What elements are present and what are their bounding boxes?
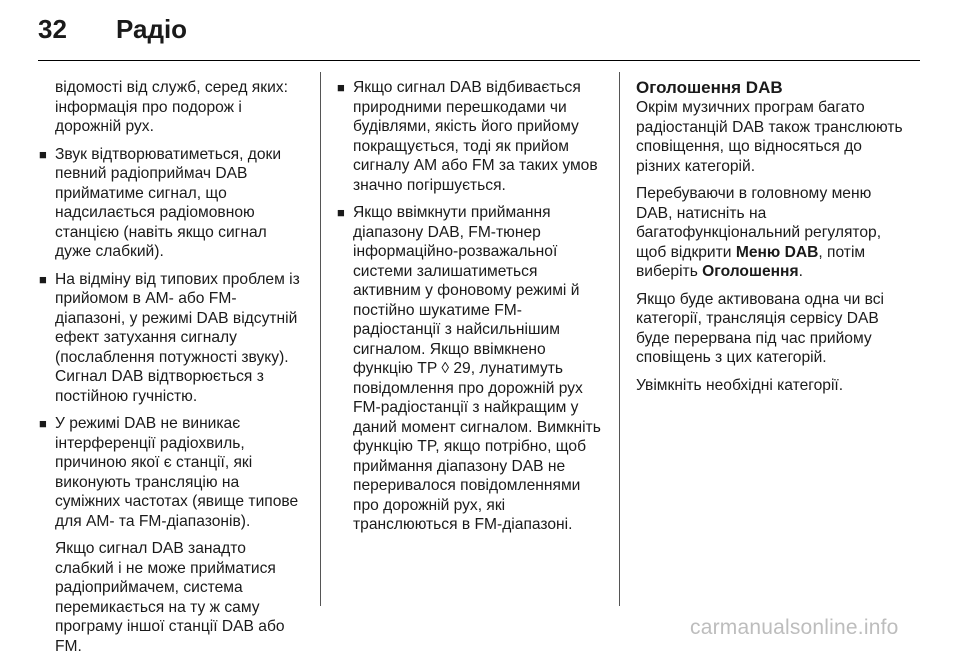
list-item (38, 145, 306, 262)
column-divider (320, 72, 321, 606)
section-title: Радіо (116, 14, 188, 44)
list-item-text: На відміну від типових проблем із прийомом в AM- або FM-діапазоні, у режимі DAB відсутній ефект затухання сигналу (послаблення потужності звуку). Сигнал DAB відтворюється з постійною гучністю. (55, 270, 300, 405)
list-item (336, 203, 606, 535)
bullet-icon: ■ (337, 80, 345, 95)
column-1 (38, 78, 306, 664)
list-item (38, 414, 306, 531)
bullet-icon: ■ (39, 271, 47, 287)
paragraph-text: . (798, 263, 803, 280)
paragraph-text: , потім виберіть (636, 243, 866, 280)
column-2 (336, 78, 606, 543)
bullet-list (336, 78, 606, 535)
watermark: carmanualsonline.info (690, 616, 899, 639)
paragraph: Якщо буде активована одна чи всі категорії, трансляція сервісу DAB буде перервана під час прийому сповіщень з цих категорій. (636, 290, 884, 366)
column-divider (619, 72, 620, 606)
section-heading: Оголошення DAB (636, 78, 783, 97)
paragraph (636, 184, 906, 282)
header-rule (38, 60, 920, 61)
page-reference-icon: ◊ (441, 360, 450, 377)
paragraph-text: Перебуваючи в головному меню DAB, натисніть на багатофункціональний регулятор, щоб відкрити (636, 185, 882, 261)
list-item-text: Звук відтворюватиметься, доки певний радіоприймач DAB прийматиме сигнал, що надсилається радіомовною станцією (навіть якщо сигнал дуже слабкий). (55, 145, 282, 260)
bullet-icon: ■ (39, 416, 47, 431)
page-number: 32 (38, 14, 67, 44)
bullet-icon: ■ (337, 205, 345, 220)
fallback-paragraph: Якщо сигнал DAB занадто слабкий і не може прийматися радіоприймачем, система перемикається на ту ж саму програму іншої станції DAB або FM. (55, 540, 285, 655)
list-item-text-continued: , лунатимуть повідомлення про дорожній рух FM-радіостанції з найкращим у даний момент сигналом. Вимкніть функцію TP, якщо потрібно, щоб приймання діапазону DAB не переривалося повідомленнями про дорожній рух, які транслюються в FM-діапазоні. (353, 360, 601, 533)
list-item-text: У режимі DAB не виникає інтерференції радіохвиль, причиною якої є станції, які виконують трансляцію на суміжних частотах (явище типове для AM- та FM-діапазонів). (55, 415, 299, 530)
list-item (336, 78, 606, 195)
page-reference-link[interactable]: 29 (453, 360, 471, 377)
paragraph: Окрім музичних програм багато радіостанцій DAB також транслюють сповіщення, що відносяться до різних категорій. (636, 99, 903, 175)
bullet-list (38, 145, 306, 532)
column-3 (636, 78, 906, 403)
page-header (0, 0, 960, 62)
paragraph: Увімкніть необхідні категорії. (636, 376, 844, 394)
list-item-text: Якщо сигнал DAB відбивається природними перешкодами чи будівлями, якість його прийому покращується, тоді як прийом сигналу AM або FM за таких умов значно погіршується. (353, 79, 598, 194)
menu-name: Меню DAB (735, 243, 819, 261)
list-item-text: Якщо ввімкнути приймання діапазону DAB, FM-тюнер інформаційно-розважальної системи залишатиметься активним у фоновому режимі й постійно шукатиме FM-радіостанції з найсильнішим сигналом. Якщо ввімкнено функцію TP (353, 204, 580, 377)
bullet-icon: ■ (39, 146, 47, 162)
list-item (38, 270, 306, 407)
menu-item-name: Оголошення (702, 263, 799, 280)
intro-paragraph: відомості від служб, серед яких: інформація про подорож і дорожній рух. (55, 79, 288, 135)
